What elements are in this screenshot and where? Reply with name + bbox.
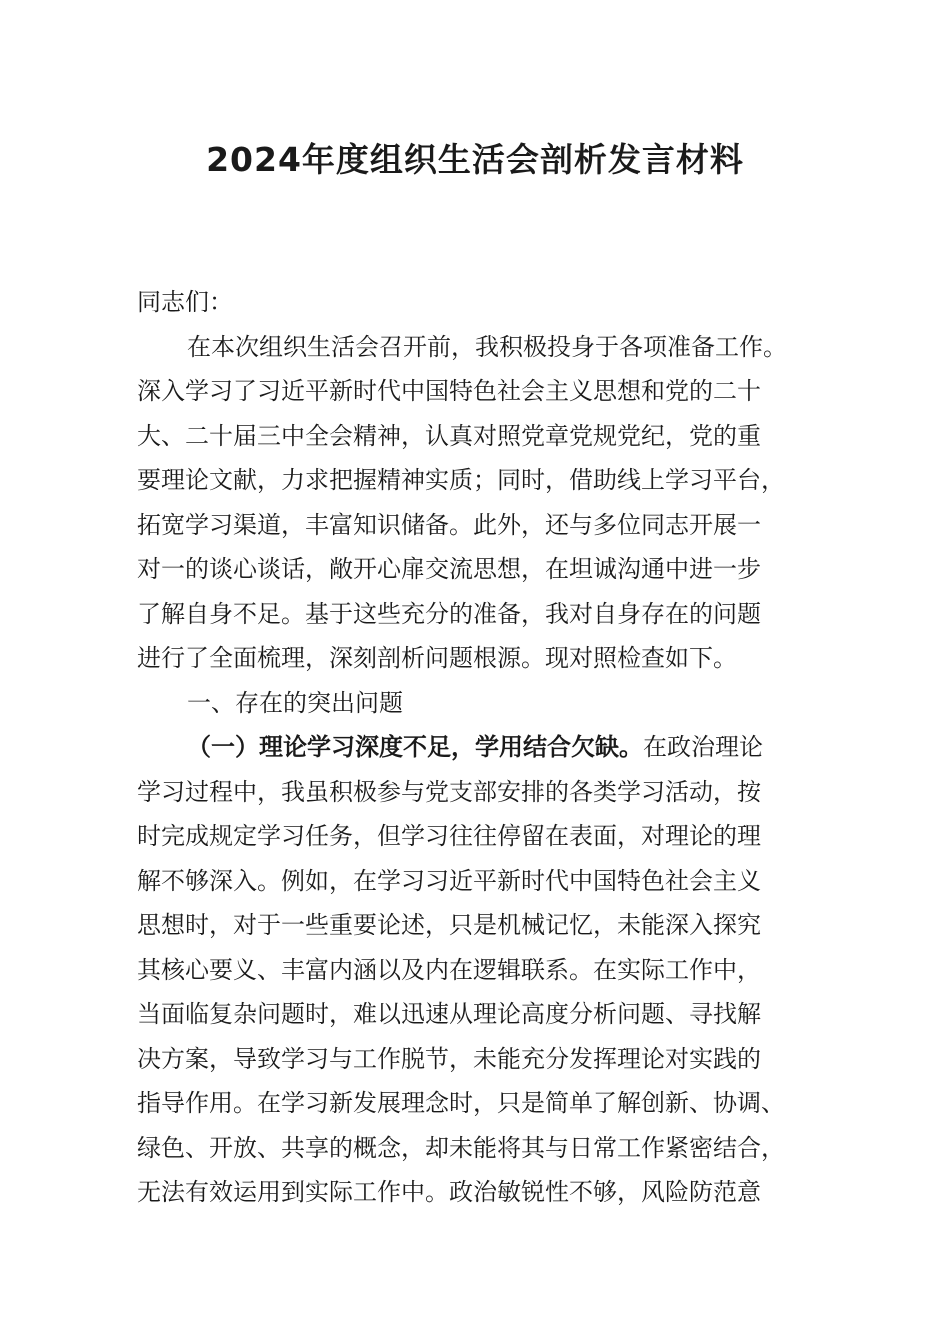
- paragraph-line: 时完成规定学习任务，但学习往往停留在表面，对理论的理: [137, 822, 761, 850]
- paragraph-line: 对一的谈心谈话，敞开心扉交流思想，在坦诚沟通中进一步: [137, 555, 761, 583]
- document-body: [137, 280, 837, 1215]
- paragraph-line: 进行了全面梳理，深刻剖析问题根源。现对照检查如下。: [137, 644, 737, 672]
- section-heading: 一、存在的突出问题: [187, 688, 403, 717]
- paragraph-line: 无法有效运用到实际工作中。政治敏锐性不够，风险防范意: [137, 1178, 761, 1206]
- paragraph-line: 要理论文献，力求把握精神实质；同时，借助线上学习平台，: [137, 466, 785, 494]
- paragraph-line: 思想时，对于一些重要论述，只是机械记忆，未能深入探究: [137, 911, 761, 939]
- paragraph-line: 决方案，导致学习与工作脱节，未能充分发挥理论对实践的: [137, 1044, 761, 1073]
- greeting: 同志们：: [137, 288, 233, 316]
- paragraph-line: 指导作用。在学习新发展理念时，只是简单了解创新、协调、: [137, 1089, 785, 1117]
- paragraph-line: 当面临复杂问题时，难以迅速从理论高度分析问题、寻找解: [137, 1000, 761, 1028]
- paragraph-line: 在本次组织生活会召开前，我积极投身于各项准备工作。: [187, 332, 787, 361]
- paragraph-line: 学习过程中，我虽积极参与党支部安排的各类学习活动，按: [137, 777, 761, 806]
- paragraph-line: 大、二十届三中全会精神，认真对照党章党规党纪，党的重: [137, 421, 761, 450]
- paragraph-line: 其核心要义、丰富内涵以及内在逻辑联系。在实际工作中，: [137, 955, 761, 984]
- paragraph-line: 拓宽学习渠道，丰富知识储备。此外，还与多位同志开展一: [137, 510, 761, 539]
- paragraph-line: 了解自身不足。基于这些充分的准备，我对自身存在的问题: [137, 599, 761, 628]
- paragraph-text: 在政治理论: [643, 733, 763, 761]
- paragraph-line: 深入学习了习近平新时代中国特色社会主义思想和党的二十: [137, 377, 761, 405]
- paragraph-line: 解不够深入。例如，在学习习近平新时代中国特色社会主义: [137, 866, 761, 895]
- subsection-first-line: [137, 725, 837, 770]
- document-title: 2024年度组织生活会剖析发言材料: [206, 140, 744, 179]
- paragraph-line: 绿色、开放、共享的概念，却未能将其与日常工作紧密结合，: [137, 1133, 785, 1162]
- subsection-heading: （一）理论学习深度不足，学用结合欠缺。: [187, 733, 643, 761]
